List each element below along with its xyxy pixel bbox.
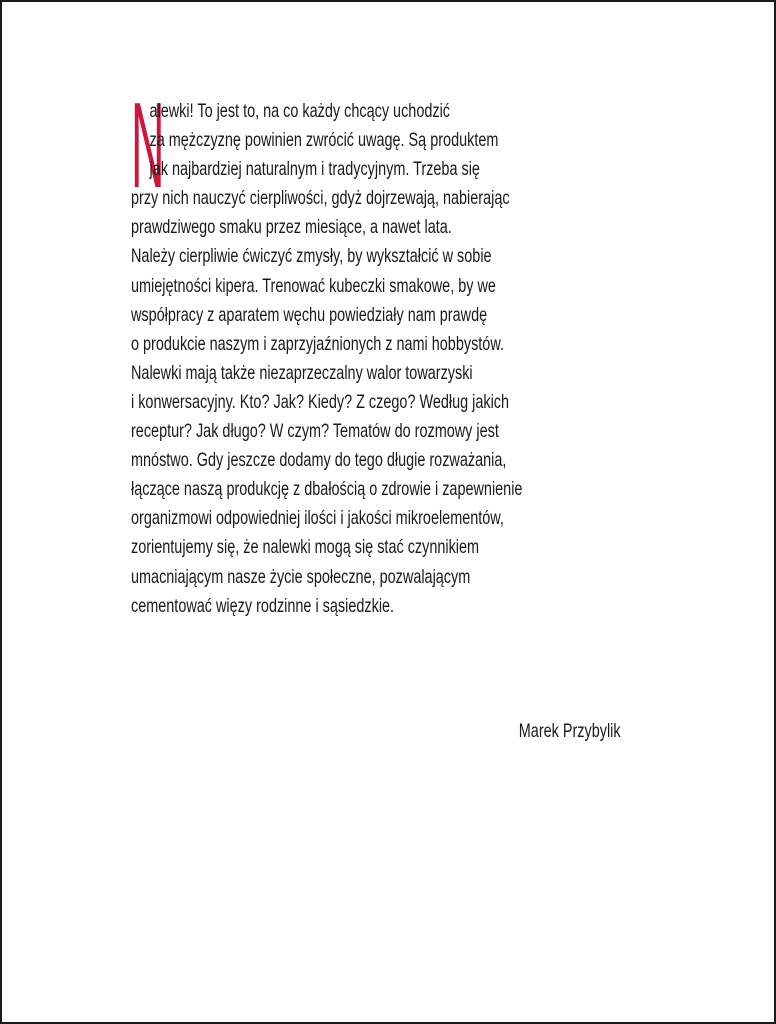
text-line: Należy cierpliwie ćwiczyć zmysły, by wykształcić w sobie (131, 245, 492, 268)
text-line: alewki! To jest to, na co każdy chcący uchodzić (149, 100, 451, 122)
article-body (131, 77, 651, 621)
text-line: receptur? Jak długo? W czym? Tematów do rozmowy jest (131, 420, 499, 443)
text-line: mnóstwo. Gdy jeszcze dodamy do tego długie rozważania, (131, 449, 507, 472)
text-line: łączące naszą produkcję z dbałością o zdrowie i zapewnienie (131, 478, 523, 501)
text-line: jak najbardziej naturalnym i tradycyjnym. Trzeba się (149, 158, 480, 181)
text-line: współpracy z aparatem węchu powiedziały nam prawdę (131, 303, 488, 326)
text-line: prawdziwego smaku przez miesiące, a nawet lata. (131, 216, 452, 239)
text-line: o produkcie naszym i zaprzyjaźnionych z nami hobbystów. (131, 332, 504, 355)
text-line: i konwersacyjny. Kto? Jak? Kiedy? Z czego? Według jakich (131, 390, 510, 413)
text-line: przy nich nauczyć cierpliwości, gdyż dojrzewają, nabierając (131, 187, 510, 210)
text-line: zorientujemy się, że nalewki mogą się stać czynnikiem (131, 536, 480, 559)
text-line: organizmowi odpowiedniej ilości i jakości mikroelementów, (131, 507, 504, 530)
text-line: umiejętności kipera. Trenować kubeczki smakowe, by we (131, 274, 496, 297)
author-name: Marek Przybylik (519, 720, 621, 742)
drop-cap-letter: N (131, 77, 165, 213)
text-line: za mężczyznę powinien zwrócić uwagę. Są produktem (149, 129, 499, 152)
text-line: cementować więzy rodzinne i sąsiedzkie. (131, 594, 395, 617)
text-line: Nalewki mają także niezaprzeczalny walor towarzyski (131, 361, 473, 384)
text-line: umacniającym nasze życie społeczne, pozwalającym (131, 565, 471, 588)
author-signature (131, 717, 621, 746)
